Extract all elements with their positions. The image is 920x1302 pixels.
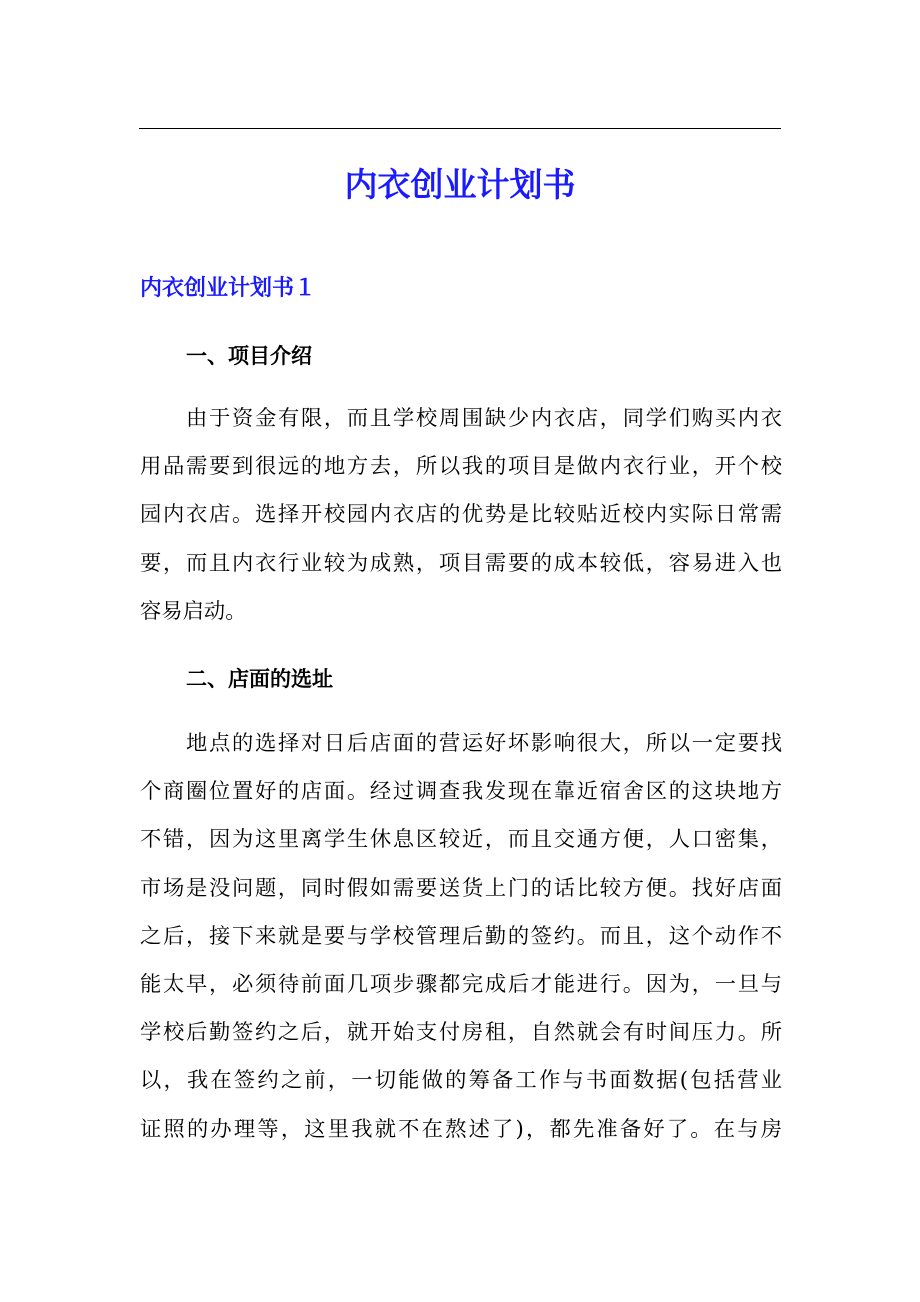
paragraph-line: 容易启动。 [140, 598, 247, 624]
subsection-heading-store-location: 二、店面的选址 [186, 666, 333, 691]
paragraph-line: 由于资金有限，而且学校周围缺少内衣店，同学们购买内衣 [186, 406, 782, 431]
paragraph-line: 不错，因为这里离学生休息区较近，而且交通方便，人口密集， [140, 827, 782, 853]
paragraph-line: 用品需要到很远的地方去，所以我的项目是做内衣行业，开个校 [140, 454, 782, 480]
paragraph-line: 地点的选择对日后店面的营运好坏影响很大，所以一定要找 [186, 731, 782, 756]
section-title: 内衣创业计划书１ [140, 275, 317, 301]
paragraph-line: 园内衣店。选择开校园内衣店的优势是比较贴近校内实际日常需 [140, 502, 782, 528]
paragraph-line: 证照的办理等，这里我就不在熬述了)，都先准备好了。在与房 [140, 1116, 782, 1142]
document-title: 内衣创业计划书 [344, 165, 576, 204]
paragraph-store-location [140, 720, 782, 1154]
paragraph-line: 能太早，必须待前面几项步骤都完成后才能进行。因为，一旦与 [140, 972, 782, 998]
paragraph-line: 学校后勤签约之后，就开始支付房租，自然就会有时间压力。所 [140, 1020, 782, 1046]
subsection-heading-project-intro: 一、项目介绍 [186, 343, 312, 368]
paragraph-line: 个商圈位置好的店面。经过调查我发现在靠近宿舍区的这块地方 [140, 779, 782, 805]
paragraph-project-intro [140, 395, 782, 636]
header-rule [139, 128, 781, 129]
paragraph-line: 之后，接下来就是要与学校管理后勤的签约。而且，这个动作不 [140, 923, 782, 949]
paragraph-line: 要，而且内衣行业较为成熟，项目需要的成本较低，容易进入也 [140, 550, 782, 576]
paragraph-line: 以，我在签约之前，一切能做的筹备工作与书面数据(包括营业 [140, 1068, 782, 1094]
paragraph-line: 市场是没问题，同时假如需要送货上门的话比较方便。找好店面 [140, 875, 782, 901]
